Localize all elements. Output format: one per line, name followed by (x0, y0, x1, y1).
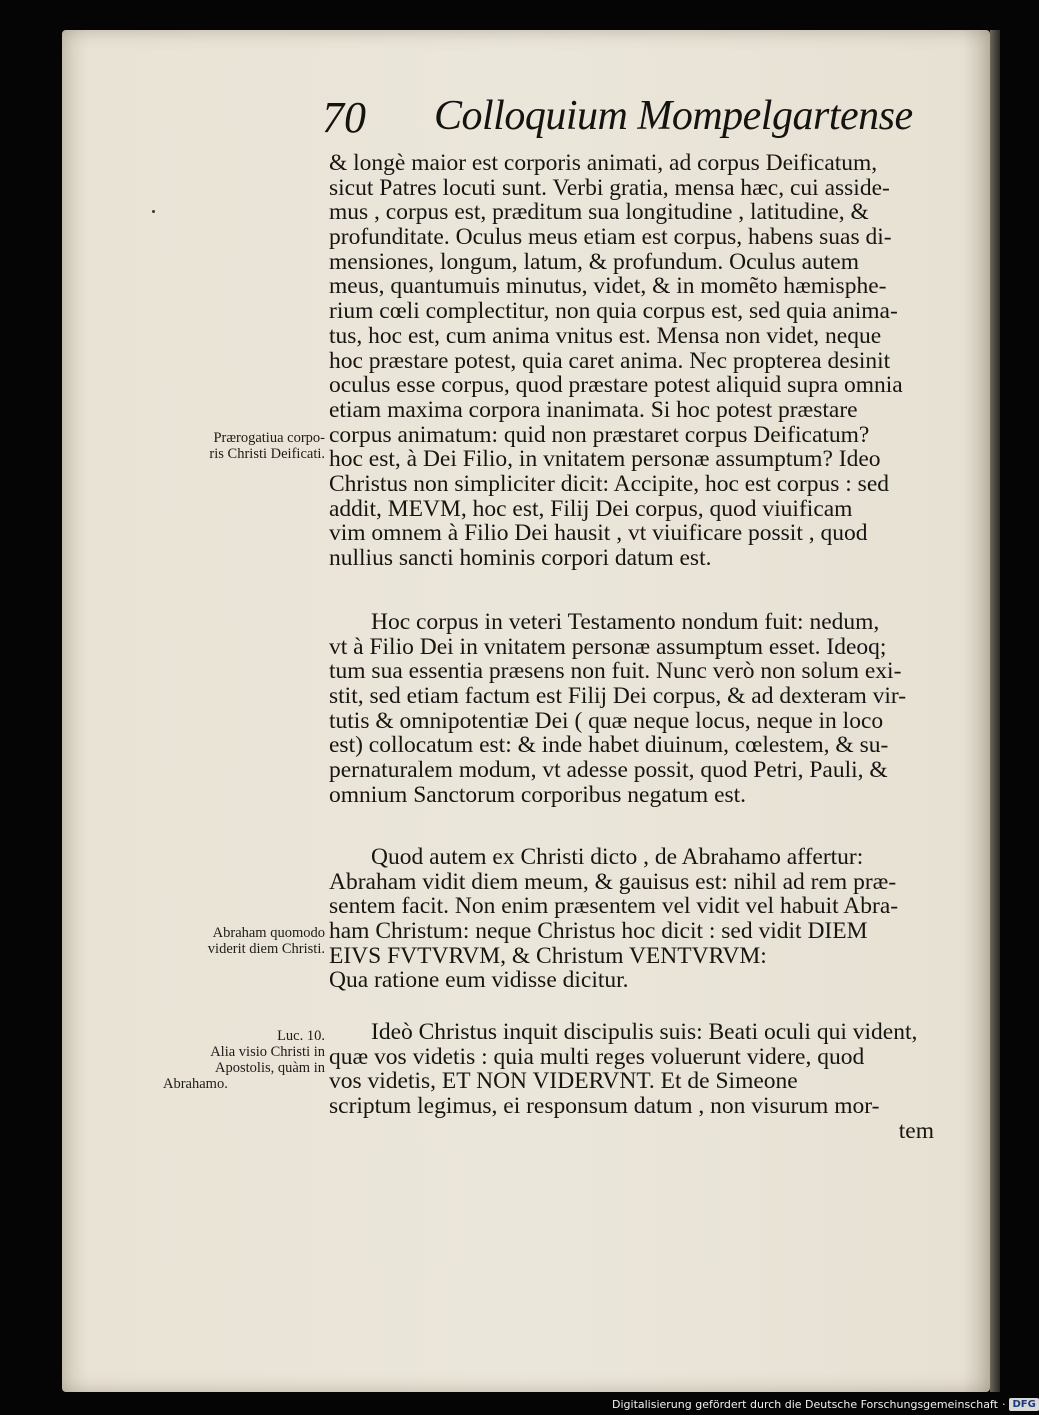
margin-note-line: Prærogatiua corpo- (213, 430, 325, 446)
paragraph-3 (329, 845, 934, 993)
text-line: mus , corpus est, præditum sua longitudine , latitudine, & (329, 199, 869, 226)
footer-text: Digitalisierung gefördert durch die Deutsche Forschungsgemeinschaft (612, 1397, 998, 1411)
text-line: Christus non simpliciter dicit: Accipite, hoc est corpus : sed (329, 470, 889, 497)
margin-note-2 (155, 925, 325, 957)
text-line: quæ vos videtis : quia multi reges voluerunt videre, quod (329, 1043, 865, 1070)
text-line: oculus esse corpus, quod præstare potest aliquid supra omnia (329, 372, 903, 399)
text-line: profunditate. Oculus meus etiam est corpus, habens suas di- (329, 224, 892, 251)
text-line: Abraham vidit diem meum, & gauisus est: nihil ad rem præ- (329, 868, 897, 895)
book-edge (990, 30, 1000, 1392)
text-line: scriptum legimus, ei responsum datum , non visurum mor- (329, 1093, 880, 1120)
text-line: meus, quantumuis minutus, videt, & in momẽto hæmisphe- (329, 273, 887, 300)
margin-note-line: viderit diem Christi. (207, 941, 325, 957)
text-line: corpus animatum: quid non præstaret corpus Deificatum? (329, 421, 870, 448)
text-line: mensiones, longum, latum, & profundum. Oculus autem (329, 248, 859, 275)
text-line: nullius sancti hominis corpori datum est. (329, 545, 712, 571)
text-line: est) collocatum est: & inde habet diuinum, cœlestem, & su- (329, 732, 889, 759)
text-line: hoc præstare potest, quia caret anima. Nec propterea desinit (329, 347, 891, 374)
text-line: tum sua essentia præsens non fuit. Nunc verò non solum exi- (329, 658, 902, 685)
text-line: tutis & omnipotentiæ Dei ( quæ neque locus, neque in loco (329, 707, 884, 734)
paragraph-4 (329, 1020, 934, 1143)
page-number: 70 (322, 93, 366, 142)
margin-note-line: ris Christi Deificati. (209, 446, 325, 462)
paragraph-2 (329, 610, 934, 808)
margin-note-line: Apostolis, quàm in (215, 1060, 325, 1076)
margin-note-3 (155, 1028, 325, 1092)
text-line: addit, MEVM, hoc est, Filij Dei corpus, quod viuificam (329, 495, 853, 522)
text-line: Qua ratione eum vidisse dicitur. (329, 967, 629, 994)
running-title: Colloquium Mompelgartense (434, 93, 913, 139)
digitization-footer: Digitalisierung gefördert durch die Deutsche Forschungsgemeinschaft · DFG (612, 1396, 1039, 1412)
text-line: Quod autem ex Christi dicto , de Abrahamo affertur: (371, 844, 864, 870)
text-line: sentem facit. Non enim præsentem vel vidit vel habuit Abra- (329, 893, 899, 920)
text-line: stit, sed etiam factum est Filij Dei corpus, & ad dexteram vir- (329, 683, 907, 710)
margin-note-1 (155, 430, 325, 462)
text-line: hoc est, à Dei Filio, in vnitatem personæ assumptum? Ideo (329, 446, 881, 473)
text-line: vos videtis, ET NON VIDERVNT. Et de Simeone (329, 1068, 798, 1095)
dfg-logo: DFG (1009, 1398, 1038, 1411)
text-line: vim omnem à Filio Dei hausit , vt viuificare possit , quod (329, 520, 868, 547)
text-line: Ideò Christus inquit discipulis suis: Beati oculi qui vident, (371, 1019, 918, 1045)
text-line: EIVS FVTVRVM, & Christum VENTVRVM: (329, 942, 767, 969)
text-line: pernaturalem modum, vt adesse possit, quod Petri, Pauli, & (329, 757, 888, 784)
margin-note-line: Abrahamo. (163, 1076, 228, 1092)
text-line: rium cœli complectitur, non quia corpus est, sed quia anima- (329, 298, 898, 325)
text-line: Hoc corpus in veteri Testamento nondum fuit: nedum, (371, 609, 880, 635)
text-line: & longè maior est corporis animati, ad corpus Deificatum, (329, 150, 878, 176)
ink-speck (152, 210, 155, 213)
margin-note-line: Abraham quomodo (212, 925, 325, 941)
text-line: tus, hoc est, cum anima vnitus est. Mensa non videt, neque (329, 322, 882, 349)
catchword: tem (898, 1117, 934, 1144)
text-line: omnium Sanctorum corporibus negatum est. (329, 781, 747, 808)
text-line: sicut Patres locuti sunt. Verbi gratia, mensa hæc, cui asside- (329, 174, 890, 201)
text-line: vt à Filio Dei in vnitatem personæ assumptum esset. Ideoq; (329, 633, 887, 660)
margin-note-line: Alia visio Christi in (210, 1044, 325, 1060)
paragraph-1 (329, 151, 934, 571)
page-header (322, 92, 913, 144)
text-line: ham Christum: neque Christus hoc dicit : sed vidit DIEM (329, 918, 868, 945)
text-line: etiam maxima corpora inanimata. Si hoc potest præstare (329, 396, 858, 423)
margin-note-line: Luc. 10. (277, 1028, 325, 1044)
